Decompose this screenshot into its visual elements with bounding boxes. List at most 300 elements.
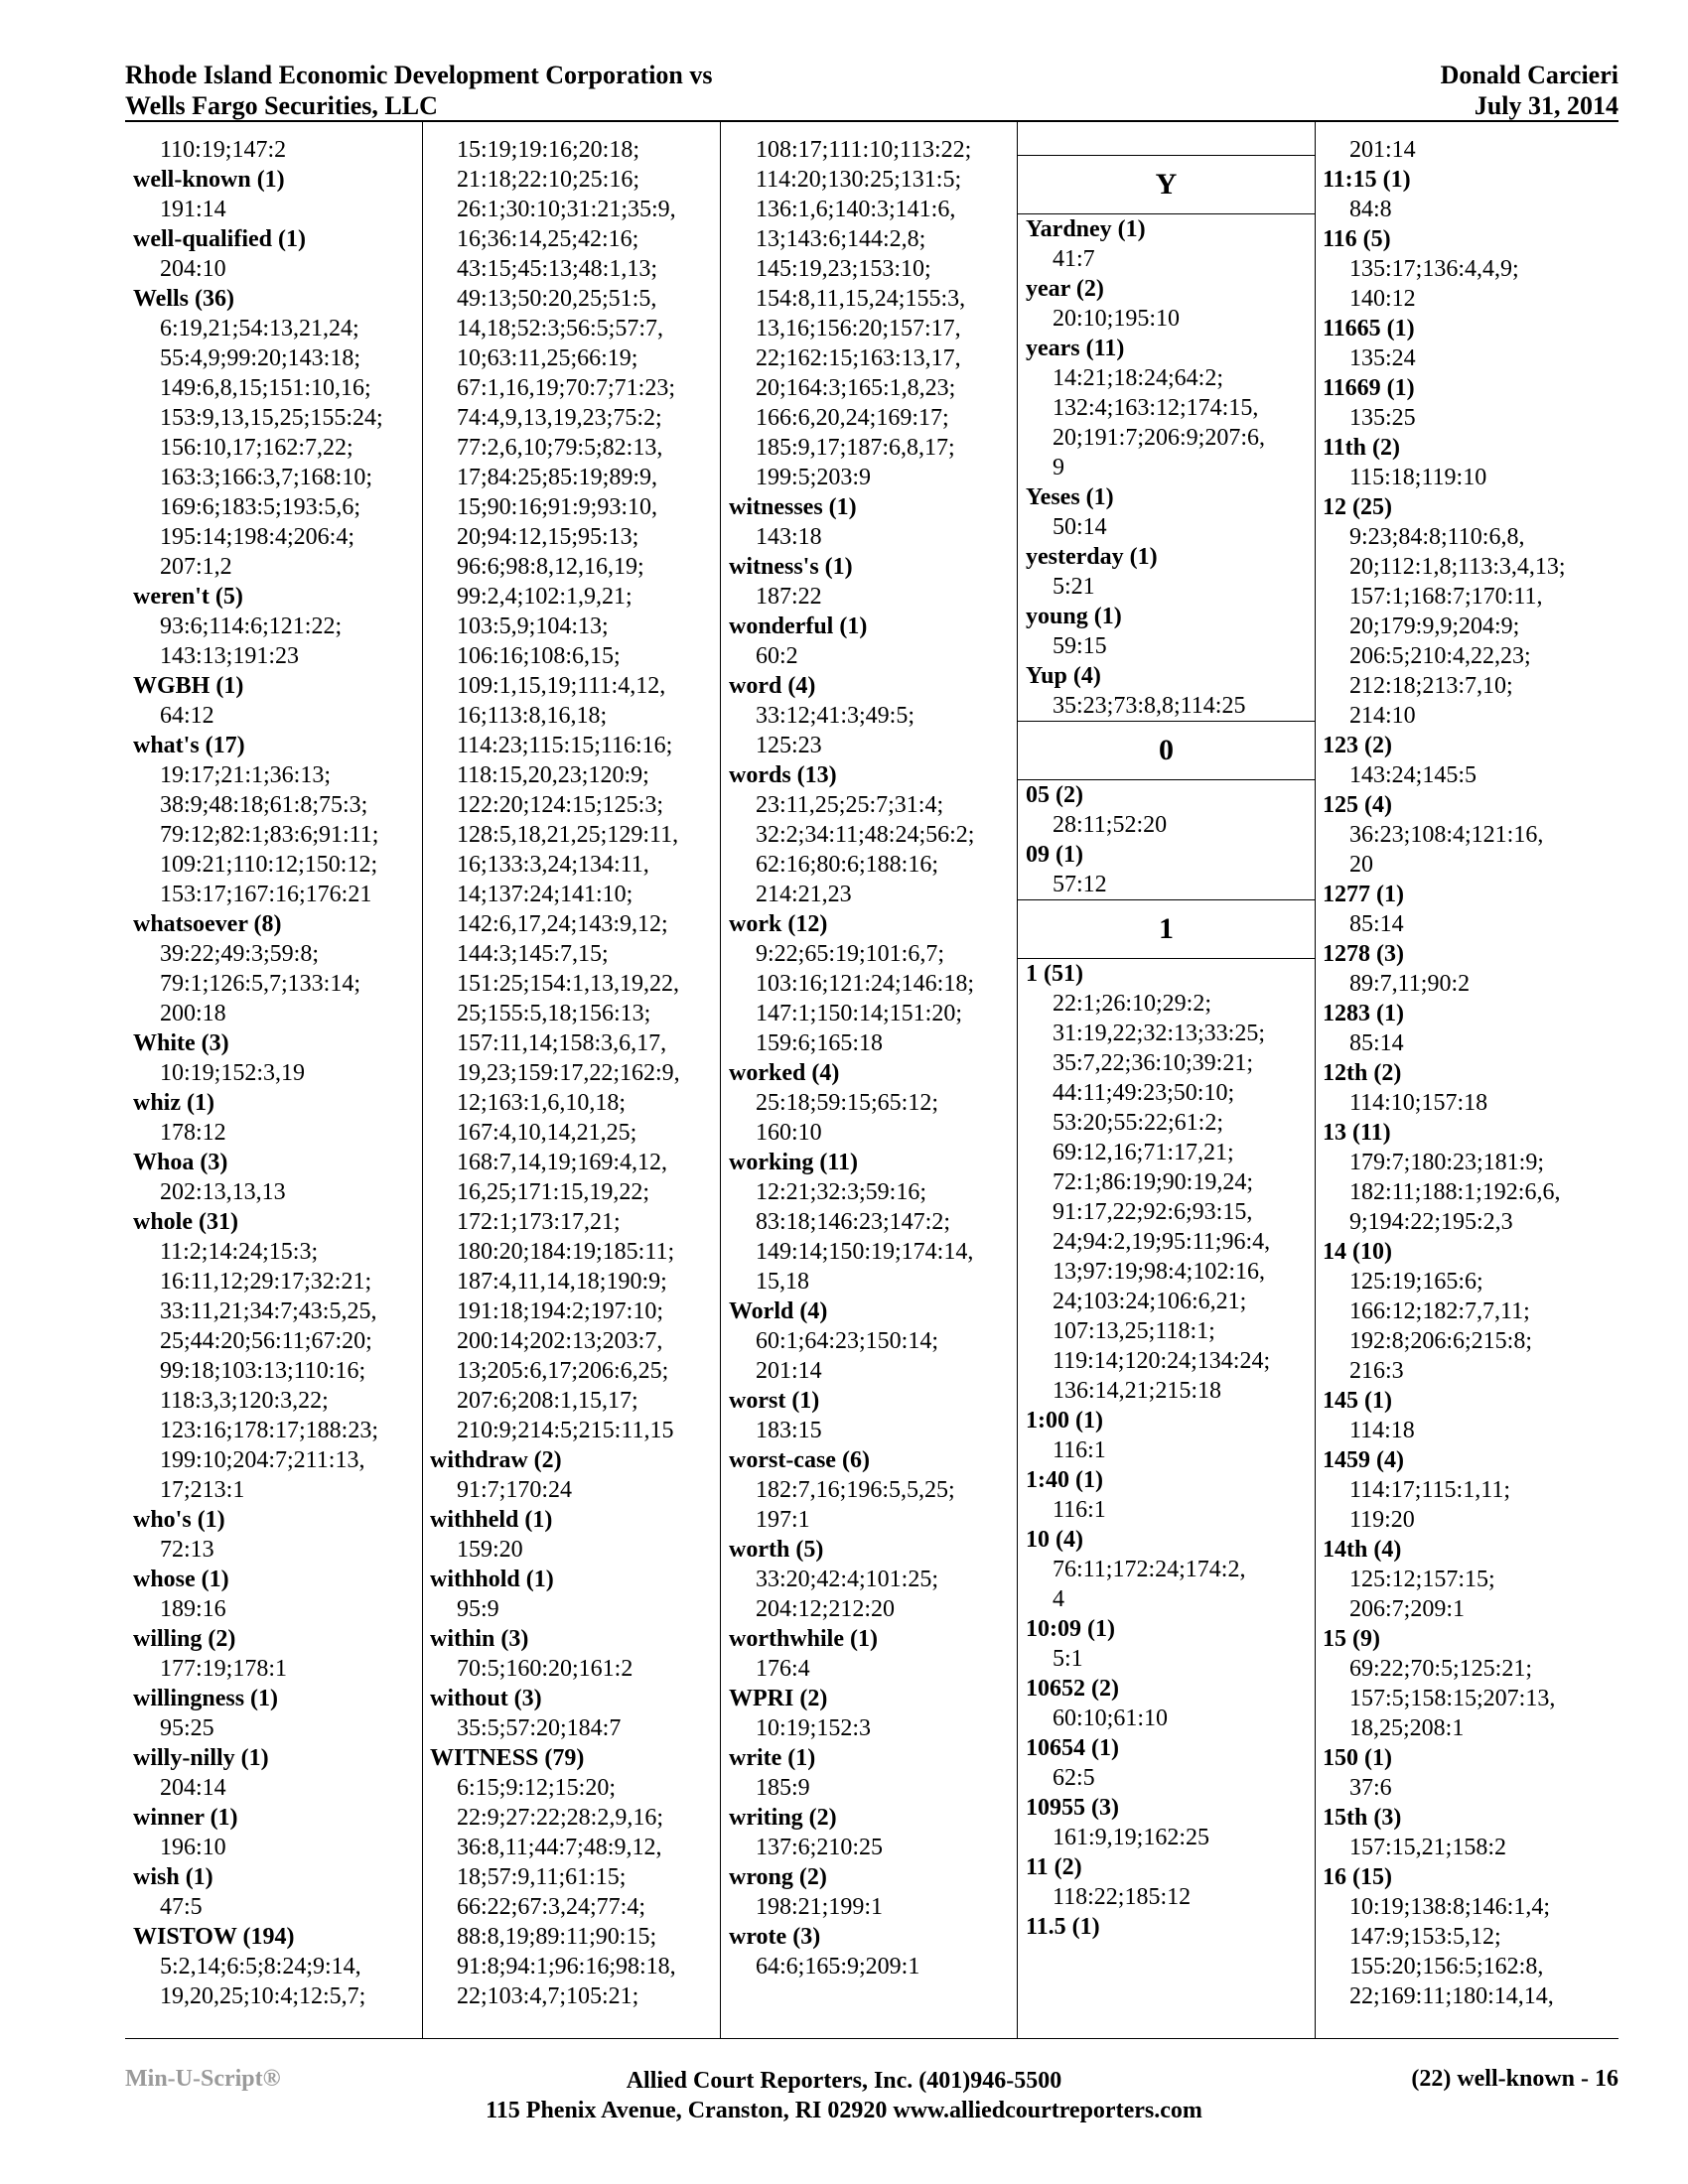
page-line-refs: 16;133:3,24;134:11, xyxy=(457,852,649,878)
page-line-refs: 25;44:20;56:11;67:20; xyxy=(160,1328,372,1354)
page-line-refs: 5:21 xyxy=(1053,574,1095,600)
index-term: WGBH (1) xyxy=(133,673,244,699)
page-line-refs: 106:16;108:6,15; xyxy=(457,643,621,669)
index-term: withhold (1) xyxy=(430,1567,554,1592)
page-line-refs: 62:16;80:6;188:16; xyxy=(756,852,939,878)
index-term: 10955 (3) xyxy=(1026,1795,1119,1821)
page-line-refs: 11:2;14:24;15:3; xyxy=(160,1239,319,1265)
index-term: writing (2) xyxy=(729,1805,837,1831)
page-line-refs: 178:12 xyxy=(160,1120,226,1146)
page-line-refs: 119:20 xyxy=(1349,1507,1415,1533)
page-line-refs: 140:12 xyxy=(1349,286,1416,312)
page-line-refs: 110:19;147:2 xyxy=(160,137,287,163)
page-line-refs: 32:2;34:11;48:24;56:2; xyxy=(756,822,975,848)
page-line-refs: 157:1;168:7;170:11, xyxy=(1349,584,1543,610)
page-line-refs: 137:6;210:25 xyxy=(756,1835,884,1860)
index-column-4 xyxy=(1026,121,1307,1942)
index-term: witness's (1) xyxy=(729,554,853,580)
index-term: 13 (11) xyxy=(1323,1120,1391,1146)
index-term: worked (4) xyxy=(729,1060,840,1086)
page-line-refs: 198:21;199:1 xyxy=(756,1894,884,1920)
index-term: World (4) xyxy=(729,1298,828,1324)
page-line-refs: 99:18;103:13;110:16; xyxy=(160,1358,366,1384)
page-line-refs: 143:18 xyxy=(756,524,822,550)
index-term: 05 (2) xyxy=(1026,782,1083,808)
page-line-refs: 142:6,17,24;143:9,12; xyxy=(457,911,668,937)
page-line-refs: 202:13,13,13 xyxy=(160,1179,286,1205)
page-line-refs: 115:18;119:10 xyxy=(1349,465,1487,490)
index-term: 10654 (1) xyxy=(1026,1735,1119,1761)
index-term: within (3) xyxy=(430,1626,529,1652)
page-line-refs: 72:13 xyxy=(160,1537,214,1563)
index-term: 16 (15) xyxy=(1323,1864,1392,1890)
index-term: who's (1) xyxy=(133,1507,225,1533)
page-line-refs: 24;103:24;106:6,21; xyxy=(1053,1289,1247,1314)
page-line-refs: 153:17;167:16;176:21 xyxy=(160,882,372,907)
page-line-refs: 182:7,16;196:5,5,25; xyxy=(756,1477,955,1503)
index-term: wish (1) xyxy=(133,1864,213,1890)
column-divider xyxy=(422,121,423,2038)
page-line-refs: 36:23;108:4;121:16, xyxy=(1349,822,1544,848)
page-line-refs: 53:20;55:22;61:2; xyxy=(1053,1110,1224,1136)
page-line-refs: 64:12 xyxy=(160,703,214,729)
page-line-refs: 125:12;157:15; xyxy=(1349,1567,1495,1592)
page-line-refs: 169:6;183:5;193:5,6; xyxy=(160,494,361,520)
page-line-refs: 79:12;82:1;83:6;91:11; xyxy=(160,822,379,848)
page-line-refs: 135:25 xyxy=(1349,405,1416,431)
page-line-refs: 147:1;150:14;151:20; xyxy=(756,1001,963,1026)
page-line-refs: 69:22;70:5;125:21; xyxy=(1349,1656,1533,1682)
index-term: 150 (1) xyxy=(1323,1745,1392,1771)
page-line-refs: 60:2 xyxy=(756,643,798,669)
page-line-refs: 33:12;41:3;49:5; xyxy=(756,703,915,729)
index-term: 1278 (3) xyxy=(1323,941,1404,967)
page-line-refs: 96:6;98:8,12,16,19; xyxy=(457,554,644,580)
page-line-refs: 163:3;166:3,7;168:10; xyxy=(160,465,373,490)
page-line-refs: 204:14 xyxy=(160,1775,226,1801)
page-line-refs: 44:11;49:23;50:10; xyxy=(1053,1080,1235,1106)
page-line-refs: 200:14;202:13;203:7, xyxy=(457,1328,663,1354)
page-line-refs: 85:14 xyxy=(1349,1030,1404,1056)
page-line-refs: 151:25;154:1,13,19,22, xyxy=(457,971,680,997)
page-line-refs: 143:24;145:5 xyxy=(1349,762,1477,788)
section-letter-heading: 1 xyxy=(1018,899,1315,959)
page-line-refs: 185:9,17;187:6,8,17; xyxy=(756,435,955,461)
page-line-refs: 79:1;126:5,7;133:14; xyxy=(160,971,361,997)
index-term: 11th (2) xyxy=(1323,435,1400,461)
page-line-refs: 20 xyxy=(1349,852,1373,878)
page-line-refs: 109:1,15,19;111:4,12, xyxy=(457,673,666,699)
page-line-refs: 35:23;73:8,8;114:25 xyxy=(1053,693,1246,719)
page-line-refs: 33:11,21;34:7;43:5,25, xyxy=(160,1298,377,1324)
page-line-refs: 132:4;163:12;174:15, xyxy=(1053,395,1259,421)
page-line-refs: 35:5;57:20;184:7 xyxy=(457,1715,622,1741)
index-term: write (1) xyxy=(729,1745,816,1771)
page-line-refs: 15,18 xyxy=(756,1269,809,1295)
page-line-refs: 207:6;208:1,15,17; xyxy=(457,1388,638,1414)
index-term: 1277 (1) xyxy=(1323,882,1404,907)
page-line-refs: 197:1 xyxy=(756,1507,810,1533)
page-line-refs: 157:5;158:15;207:13, xyxy=(1349,1686,1556,1711)
index-term: willy-nilly (1) xyxy=(133,1745,269,1771)
page-line-refs: 60:1;64:23;150:14; xyxy=(756,1328,939,1354)
page-line-refs: 13;143:6;144:2,8; xyxy=(756,226,926,252)
header-deponent xyxy=(1441,60,1618,121)
page-line-refs: 143:13;191:23 xyxy=(160,643,300,669)
index-term: 145 (1) xyxy=(1323,1388,1392,1414)
page-line-refs: 20;94:12,15;95:13; xyxy=(457,524,639,550)
page-line-refs: 210:9;214:5;215:11,15 xyxy=(457,1418,674,1443)
page-line-refs: 83:18;146:23;147:2; xyxy=(756,1209,951,1235)
page-line-refs: 161:9,19;162:25 xyxy=(1053,1825,1210,1850)
index-term: Yardney (1) xyxy=(1026,216,1146,242)
index-term: willingness (1) xyxy=(133,1686,279,1711)
section-letter-heading: Y xyxy=(1018,155,1315,214)
index-term: 14 (10) xyxy=(1323,1239,1392,1265)
index-term: what's (17) xyxy=(133,733,245,758)
page-line-refs: 76:11;172:24;174:2, xyxy=(1053,1557,1246,1582)
page-line-refs: 25;155:5,18;156:13; xyxy=(457,1001,651,1026)
page-line-refs: 13,16;156:20;157:17, xyxy=(756,316,961,341)
page-line-refs: 13;97:19;98:4;102:16, xyxy=(1053,1259,1266,1285)
page-line-refs: 177:19;178:1 xyxy=(160,1656,288,1682)
page-line-refs: 72:1;86:19;90:19,24; xyxy=(1053,1169,1254,1195)
page-line-refs: 114:10;157:18 xyxy=(1349,1090,1488,1116)
page-line-refs: 17;213:1 xyxy=(160,1477,245,1503)
page-line-refs: 13;205:6,17;206:6,25; xyxy=(457,1358,669,1384)
page-line-refs: 196:10 xyxy=(160,1835,226,1860)
index-term: 10652 (2) xyxy=(1026,1676,1119,1702)
page-line-refs: 50:14 xyxy=(1053,514,1107,540)
page-line-refs: 214:21,23 xyxy=(756,882,852,907)
column-divider xyxy=(1017,121,1018,2038)
page-line-refs: 16;113:8,16,18; xyxy=(457,703,608,729)
header-rule xyxy=(125,120,1618,122)
page-line-refs: 4 xyxy=(1053,1586,1064,1612)
page-line-refs: 91:7;170:24 xyxy=(457,1477,573,1503)
page-line-refs: 64:6;165:9;209:1 xyxy=(756,1954,920,1979)
index-term: young (1) xyxy=(1026,604,1122,629)
page-line-refs: 6:19,21;54:13,21,24; xyxy=(160,316,359,341)
page-line-refs: 107:13,25;118:1; xyxy=(1053,1318,1215,1344)
index-term: 1:00 (1) xyxy=(1026,1408,1103,1433)
index-term: whole (31) xyxy=(133,1209,238,1235)
page-line-refs: 172:1;173:17,21; xyxy=(457,1209,621,1235)
deponent-name: Donald Carcieri xyxy=(1440,61,1618,89)
page-line-refs: 47:5 xyxy=(160,1894,203,1920)
page-line-refs: 125:19;165:6; xyxy=(1349,1269,1483,1295)
page-line-refs: 135:17;136:4,4,9; xyxy=(1349,256,1519,282)
page-line-refs: 28:11;52:20 xyxy=(1053,812,1168,838)
page-line-refs: 180:20;184:19;185:11; xyxy=(457,1239,675,1265)
index-term: 11.5 (1) xyxy=(1026,1914,1100,1940)
page-line-refs: 108:17;111:10;113:22; xyxy=(756,137,972,163)
index-term: 10 (4) xyxy=(1026,1527,1083,1553)
page-line-refs: 9:23;84:8;110:6,8, xyxy=(1349,524,1525,550)
page-line-refs: 159:20 xyxy=(457,1537,523,1563)
page-line-refs: 149:6,8,15;151:10,16; xyxy=(160,375,371,401)
page-line-refs: 19:17;21:1;36:13; xyxy=(160,762,332,788)
page-line-refs: 84:8 xyxy=(1349,197,1392,222)
page-line-refs: 199:5;203:9 xyxy=(756,465,872,490)
index-term: well-qualified (1) xyxy=(133,226,306,252)
index-term: 10:09 (1) xyxy=(1026,1616,1115,1642)
footer-page-range: (22) well-known - 16 xyxy=(1411,2066,1618,2092)
page-line-refs: 166:12;182:7,7,11; xyxy=(1349,1298,1530,1324)
page-line-refs: 31:19,22;32:13;33:25; xyxy=(1053,1021,1266,1046)
case-title-line1: Rhode Island Economic Development Corporation vs xyxy=(125,61,713,89)
page-line-refs: 22:9;27:22;28:2,9,16; xyxy=(457,1805,664,1831)
page-line-refs: 16:11,12;29:17;32:21; xyxy=(160,1269,372,1295)
page-line-refs: 191:18;194:2;197:10; xyxy=(457,1298,664,1324)
index-term: 12 (25) xyxy=(1323,494,1392,520)
page-line-refs: 199:10;204:7;211:13, xyxy=(160,1447,365,1473)
page-line-refs: 95:25 xyxy=(160,1715,214,1741)
page-line-refs: 10:19;138:8;146:1,4; xyxy=(1349,1894,1551,1920)
page-line-refs: 200:18 xyxy=(160,1001,226,1026)
page-line-refs: 22;169:11;180:14,14, xyxy=(1349,1983,1554,2009)
index-term: winner (1) xyxy=(133,1805,238,1831)
page-line-refs: 37:6 xyxy=(1349,1775,1392,1801)
page-line-refs: 16,25;171:15,19,22; xyxy=(457,1179,650,1205)
index-term: Yeses (1) xyxy=(1026,484,1114,510)
page-line-refs: 114:18 xyxy=(1349,1418,1415,1443)
page-line-refs: 206:7;209:1 xyxy=(1349,1596,1466,1622)
page-line-refs: 214:10 xyxy=(1349,703,1416,729)
page-line-refs: 69:12,16;71:17,21; xyxy=(1053,1140,1234,1165)
index-term: without (3) xyxy=(430,1686,542,1711)
page-line-refs: 22;162:15;163:13,17, xyxy=(756,345,961,371)
page-line-refs: 20;164:3;165:1,8,23; xyxy=(756,375,956,401)
page-line-refs: 15;90:16;91:9;93:10, xyxy=(457,494,658,520)
page-line-refs: 167:4,10,14,21,25; xyxy=(457,1120,637,1146)
page-line-refs: 14:21;18:24;64:2; xyxy=(1053,365,1224,391)
index-term: 14th (4) xyxy=(1323,1537,1402,1563)
page-line-refs: 122:20;124:15;125:3; xyxy=(457,792,664,818)
column-divider xyxy=(720,121,721,2038)
page-line-refs: 23:11,25;25:7;31:4; xyxy=(756,792,944,818)
index-term: 125 (4) xyxy=(1323,792,1392,818)
index-term: whose (1) xyxy=(133,1567,229,1592)
index-term: worst-case (6) xyxy=(729,1447,870,1473)
page-line-refs: 195:14;198:4;206:4; xyxy=(160,524,355,550)
page-line-refs: 156:10,17;162:7,22; xyxy=(160,435,353,461)
page-line-refs: 204:10 xyxy=(160,256,226,282)
index-term: wrong (2) xyxy=(729,1864,827,1890)
footer-rule xyxy=(125,2038,1618,2039)
page-line-refs: 39:22;49:3;59:8; xyxy=(160,941,320,967)
column-spacer xyxy=(1026,121,1307,155)
index-column-1 xyxy=(133,135,383,2011)
page-line-refs: 20:10;195:10 xyxy=(1053,306,1181,332)
page-line-refs: 20;191:7;206:9;207:6, xyxy=(1053,425,1266,451)
index-term: yesterday (1) xyxy=(1026,544,1158,570)
index-term: years (11) xyxy=(1026,336,1125,361)
page-line-refs: 157:15,21;158:2 xyxy=(1349,1835,1507,1860)
page-line-refs: 22;103:4,7;105:21; xyxy=(457,1983,639,2009)
page-line-refs: 62:5 xyxy=(1053,1765,1095,1791)
page-line-refs: 159:6;165:18 xyxy=(756,1030,884,1056)
page-line-refs: 136:14,21;215:18 xyxy=(1053,1378,1222,1404)
index-term: 15th (3) xyxy=(1323,1805,1402,1831)
page-line-refs: 77:2,6,10;79:5;82:13, xyxy=(457,435,663,461)
page-line-refs: 55:4,9;99:20;143:18; xyxy=(160,345,361,371)
page-line-refs: 19,20,25;10:4;12:5,7; xyxy=(160,1983,366,2009)
page-line-refs: 154:8,11,15,24;155:3, xyxy=(756,286,966,312)
page-line-refs: 9:22;65:19;101:6,7; xyxy=(756,941,945,967)
page-line-refs: 43:15;45:13;48:1,13; xyxy=(457,256,658,282)
index-term: WITNESS (79) xyxy=(430,1745,585,1771)
index-term: work (12) xyxy=(729,911,828,937)
page-line-refs: 17;84:25;85:19;89:9, xyxy=(457,465,658,490)
page-line-refs: 149:14;150:19;174:14, xyxy=(756,1239,974,1265)
page-line-refs: 18;57:9,11;61:15; xyxy=(457,1864,627,1890)
index-term: 09 (1) xyxy=(1026,842,1083,868)
index-term: 12th (2) xyxy=(1323,1060,1402,1086)
index-term: Wells (36) xyxy=(133,286,234,312)
reporter-address-web: 115 Phenix Avenue, Cranston, RI 02920 www.alliedcourtreporters.com xyxy=(486,2098,1202,2123)
index-column-3 xyxy=(729,135,974,1981)
page-line-refs: 36:8,11;44:7;48:9,12, xyxy=(457,1835,662,1860)
case-title-line2: Wells Fargo Securities, LLC xyxy=(125,91,438,120)
page-line-refs: 201:14 xyxy=(756,1358,822,1384)
page-line-refs: 38:9;48:18;61:8;75:3; xyxy=(160,792,368,818)
page-line-refs: 144:3;145:7,15; xyxy=(457,941,609,967)
page-line-refs: 123:16;178:17;188:23; xyxy=(160,1418,379,1443)
index-term: Whoa (3) xyxy=(133,1150,228,1175)
page-line-refs: 153:9,13,15,25;155:24; xyxy=(160,405,383,431)
page-line-refs: 26:1;30:10;31:21;35:9, xyxy=(457,197,676,222)
page-line-refs: 60:10;61:10 xyxy=(1053,1706,1169,1731)
page-line-refs: 145:19,23;153:10; xyxy=(756,256,931,282)
index-term: 1:40 (1) xyxy=(1026,1467,1103,1493)
page-line-refs: 114:20;130:25;131:5; xyxy=(756,167,962,193)
page-line-refs: 128:5,18,21,25;129:11, xyxy=(457,822,679,848)
page-line-refs: 216:3 xyxy=(1349,1358,1404,1384)
page-line-refs: 9;194:22;195:2,3 xyxy=(1349,1209,1513,1235)
index-term: 1283 (1) xyxy=(1323,1001,1404,1026)
index-term: 15 (9) xyxy=(1323,1626,1380,1652)
index-column-5 xyxy=(1323,135,1566,2011)
index-term: wonderful (1) xyxy=(729,614,868,639)
page-line-refs: 157:11,14;158:3,6,17, xyxy=(457,1030,667,1056)
page-line-refs: 191:14 xyxy=(160,197,226,222)
page-line-refs: 91:17,22;92:6;93:15, xyxy=(1053,1199,1253,1225)
page-line-refs: 21:18;22:10;25:16; xyxy=(457,167,640,193)
index-term: White (3) xyxy=(133,1030,229,1056)
page-line-refs: 147:9;153:5,12; xyxy=(1349,1924,1501,1950)
index-term: willing (2) xyxy=(133,1626,236,1652)
page-line-refs: 15:19;19:16;20:18; xyxy=(457,137,640,163)
page-line-refs: 114:23;115:15;116:16; xyxy=(457,733,673,758)
index-term: withdraw (2) xyxy=(430,1447,562,1473)
page-line-refs: 9 xyxy=(1053,455,1064,480)
page-line-refs: 33:20;42:4;101:25; xyxy=(756,1567,939,1592)
page-line-refs: 70:5;160:20;161:2 xyxy=(457,1656,633,1682)
page-line-refs: 22:1;26:10;29:2; xyxy=(1053,991,1212,1017)
index-term: WISTOW (194) xyxy=(133,1924,295,1950)
page-line-refs: 59:15 xyxy=(1053,633,1107,659)
page-line-refs: 10:19;152:3,19 xyxy=(160,1060,306,1086)
footer-software: Min-U-Script® xyxy=(125,2066,281,2092)
page-line-refs: 19,23;159:17,22;162:9, xyxy=(457,1060,680,1086)
page-line-refs: 10:19;152:3 xyxy=(756,1715,872,1741)
index-term: witnesses (1) xyxy=(729,494,857,520)
page-line-refs: 91:8;94:1;96:16;98:18, xyxy=(457,1954,676,1979)
page-line-refs: 14;137:24;141:10; xyxy=(457,882,633,907)
deposition-date: July 31, 2014 xyxy=(1474,91,1618,120)
index-term: words (13) xyxy=(729,762,837,788)
column-divider xyxy=(1315,121,1316,2038)
page-line-refs: 66:22;67:3,24;77:4; xyxy=(457,1894,646,1920)
index-column-2 xyxy=(430,135,680,2011)
index-term: Yup (4) xyxy=(1026,663,1101,689)
page-line-refs: 95:9 xyxy=(457,1596,499,1622)
page-line-refs: 189:16 xyxy=(160,1596,226,1622)
page-line-refs: 20;112:1,8;113:3,4,13; xyxy=(1349,554,1566,580)
page-line-refs: 204:12;212:20 xyxy=(756,1596,896,1622)
page-line-refs: 20;179:9,9;204:9; xyxy=(1349,614,1520,639)
page-line-refs: 135:24 xyxy=(1349,345,1416,371)
page-line-refs: 114:17;115:1,11; xyxy=(1349,1477,1510,1503)
page-line-refs: 212:18;213:7,10; xyxy=(1349,673,1513,699)
page-line-refs: 67:1,16,19;70:7;71:23; xyxy=(457,375,676,401)
page-line-refs: 103:16;121:24;146:18; xyxy=(756,971,975,997)
page-line-refs: 116:1 xyxy=(1053,1437,1106,1463)
index-term: working (11) xyxy=(729,1150,859,1175)
index-term: worth (5) xyxy=(729,1537,824,1563)
index-term: whiz (1) xyxy=(133,1090,214,1116)
page-line-refs: 206:5;210:4,22,23; xyxy=(1349,643,1531,669)
index-term: 11665 (1) xyxy=(1323,316,1415,341)
page-line-refs: 99:2,4;102:1,9,21; xyxy=(457,584,633,610)
page-line-refs: 74:4,9,13,19,23;75:2; xyxy=(457,405,662,431)
page-line-refs: 109:21;110:12;150:12; xyxy=(160,852,378,878)
section-letter-heading: 0 xyxy=(1018,721,1315,780)
page-line-refs: 119:14;120:24;134:24; xyxy=(1053,1348,1271,1374)
page-line-refs: 192:8;206:6;215:8; xyxy=(1349,1328,1533,1354)
page-line-refs: 18,25;208:1 xyxy=(1349,1715,1465,1741)
index-term: withheld (1) xyxy=(430,1507,553,1533)
page-line-refs: 10;63:11,25;66:19; xyxy=(457,345,638,371)
header-case-title xyxy=(125,60,713,121)
page-line-refs: 176:4 xyxy=(756,1656,810,1682)
page-line-refs: 25:18;59:15;65:12; xyxy=(756,1090,939,1116)
page-line-refs: 168:7,14,19;169:4,12, xyxy=(457,1150,668,1175)
index-term: 11:15 (1) xyxy=(1323,167,1411,193)
page-line-refs: 5:2,14;6:5;8:24;9:14, xyxy=(160,1954,361,1979)
page-line-refs: 41:7 xyxy=(1053,246,1095,272)
index-term: 11669 (1) xyxy=(1323,375,1415,401)
page-line-refs: 12:21;32:3;59:16; xyxy=(756,1179,927,1205)
page-line-refs: 185:9 xyxy=(756,1775,810,1801)
page-line-refs: 155:20;156:5;162:8, xyxy=(1349,1954,1544,1979)
index-term: worthwhile (1) xyxy=(729,1626,878,1652)
page-line-refs: 116:1 xyxy=(1053,1497,1106,1523)
page-line-refs: 88:8,19;89:11;90:15; xyxy=(457,1924,657,1950)
page-line-refs: 6:15;9:12;15:20; xyxy=(457,1775,617,1801)
index-term: well-known (1) xyxy=(133,167,285,193)
page-line-refs: 85:14 xyxy=(1349,911,1404,937)
page-line-refs: 16;36:14,25;42:16; xyxy=(457,226,639,252)
page-line-refs: 14,18;52:3;56:5;57:7, xyxy=(457,316,664,341)
page-line-refs: 160:10 xyxy=(756,1120,822,1146)
page-line-refs: 136:1,6;140:3;141:6, xyxy=(756,197,956,222)
index-term: 123 (2) xyxy=(1323,733,1392,758)
index-term: whatsoever (8) xyxy=(133,911,282,937)
page-line-refs: 187:4,11,14,18;190:9; xyxy=(457,1269,667,1295)
page-line-refs: 118:3,3;120:3,22; xyxy=(160,1388,329,1414)
